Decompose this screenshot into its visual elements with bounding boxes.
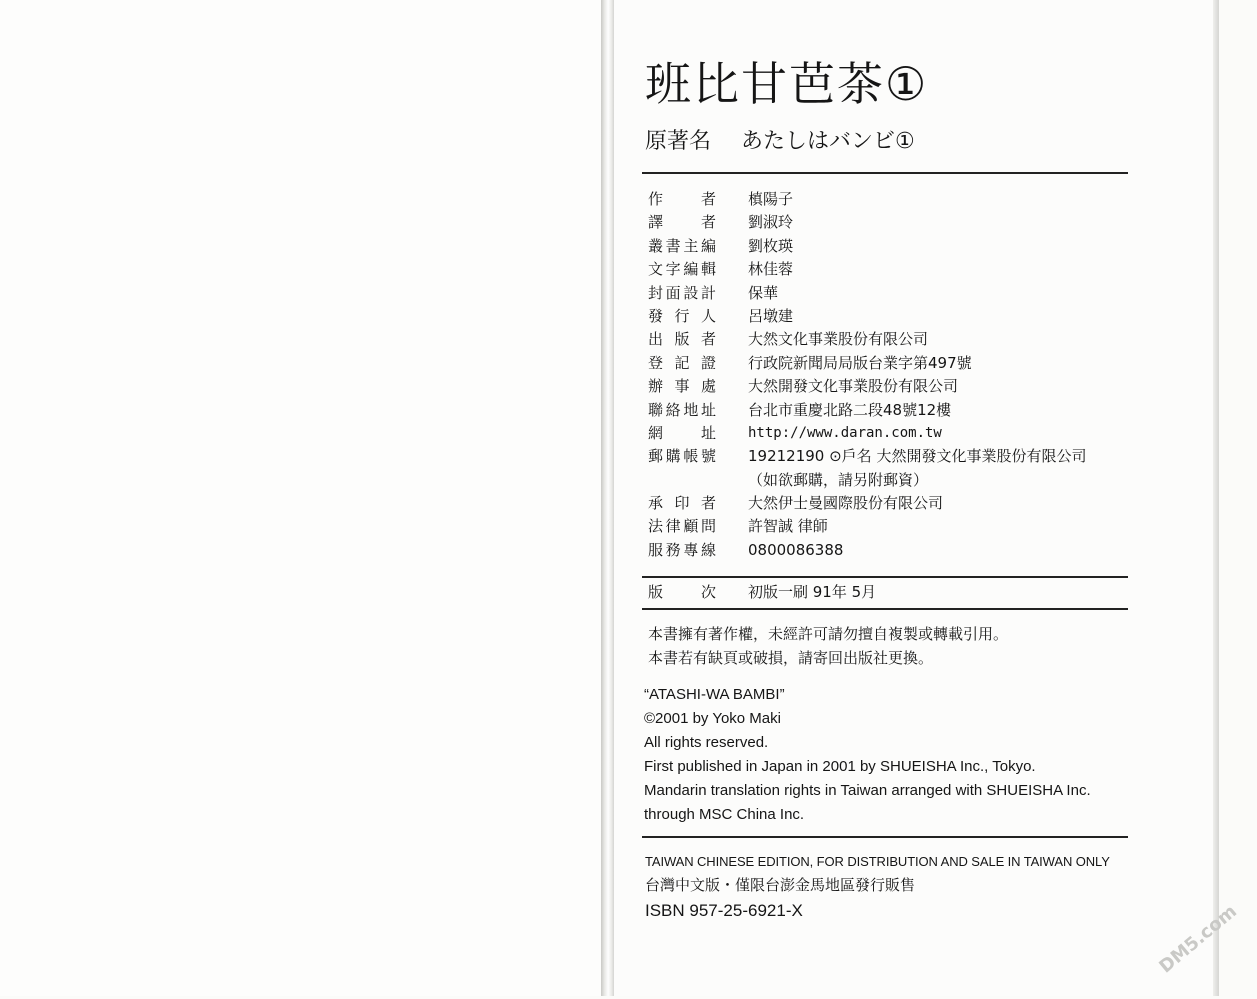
- credit-value: 0800086388: [748, 540, 844, 559]
- book-gutter: [601, 0, 614, 996]
- credit-label: 服務專線: [648, 540, 716, 559]
- credit-value: 劉淑玲: [748, 213, 794, 232]
- website-url: http://www.daran.com.tw: [748, 424, 942, 441]
- credit-label: 譯者: [648, 213, 716, 232]
- divider-edition-top: [642, 576, 1128, 578]
- credit-row: [648, 445, 1128, 468]
- credit-value: 行政院新聞局局版台業字第497號: [748, 353, 972, 372]
- site-watermark: DM5.com: [1155, 900, 1241, 978]
- notice-line: 本書擁有著作權，未經許可請勿擅自複製或轉載引用。: [648, 625, 1009, 643]
- credit-row: [648, 258, 1128, 281]
- distribution-english: TAIWAN CHINESE EDITION, FOR DISTRIBUTION AND SALE IN TAIWAN ONLY: [645, 854, 1110, 869]
- credit-value: 台北市重慶北路二段48號12樓: [748, 400, 952, 419]
- credit-row: [648, 422, 1128, 445]
- credits-list: [648, 188, 1128, 562]
- left-page-blank: [0, 0, 601, 996]
- credit-row: [648, 539, 1128, 562]
- divider-edition-bottom: [642, 608, 1128, 610]
- credit-value: 呂墩建: [748, 306, 794, 325]
- original-title-label: 原著名: [645, 129, 712, 154]
- credit-value: （如欲郵購，請另附郵資）: [748, 470, 929, 489]
- credit-label: 網址: [648, 423, 716, 442]
- credit-value: 林佳蓉: [748, 260, 794, 279]
- credit-value: 大然伊士曼國際股份有限公司: [748, 494, 944, 513]
- credit-label: 法律顧問: [648, 517, 716, 536]
- original-title: [645, 128, 915, 156]
- credit-row: [648, 188, 1128, 211]
- credit-label: 登記證: [648, 353, 716, 372]
- credit-row: [648, 352, 1128, 375]
- edition-row: [648, 580, 1128, 604]
- credit-value: 劉枚瑛: [748, 236, 794, 255]
- notice-line: 本書若有缺頁或破損，請寄回出版社更換。: [648, 649, 934, 667]
- credit-row: [648, 305, 1128, 328]
- credit-label: 出版者: [648, 330, 716, 349]
- translation-rights-line: Mandarin translation rights in Taiwan arranged with SHUEISHA Inc.: [644, 782, 1091, 799]
- copyright-notices: [648, 622, 1008, 670]
- divider-bottom: [642, 836, 1128, 838]
- credit-label: 文字編輯: [648, 260, 716, 279]
- credit-row: [648, 492, 1128, 515]
- book-title: 班比甘芭茶①: [645, 57, 929, 111]
- credit-label: 辦事處: [648, 377, 716, 396]
- credit-label: 發行人: [648, 306, 716, 325]
- credit-row: [648, 399, 1128, 422]
- agency-line: through MSC China Inc.: [644, 806, 805, 823]
- english-copyright: [644, 683, 1091, 827]
- edition-label: 版次: [648, 583, 716, 601]
- credit-row: [648, 328, 1128, 351]
- credit-value: 19212190 ⊙戶名 大然開發文化事業股份有限公司: [748, 447, 1087, 466]
- credit-row: [648, 282, 1128, 305]
- credit-row: [648, 211, 1128, 234]
- original-title-en: “ATASHI-WA BAMBI”: [644, 686, 785, 703]
- credit-row: [648, 235, 1128, 258]
- divider-top: [642, 172, 1128, 174]
- credit-value: 大然文化事業股份有限公司: [748, 330, 929, 349]
- credit-row: [648, 515, 1128, 538]
- isbn: ISBN 957-25-6921-X: [645, 901, 803, 920]
- credit-label: 封面設計: [648, 283, 716, 302]
- page-edge: [1213, 0, 1219, 996]
- credit-label: [648, 469, 716, 492]
- distribution-chinese: 台灣中文版・僅限台澎金馬地區發行販售: [645, 876, 916, 894]
- credit-value: 槙陽子: [748, 190, 794, 208]
- credit-label: 聯絡地址: [648, 400, 716, 419]
- credit-label: 作者: [648, 190, 716, 208]
- credit-label: 郵購帳號: [648, 447, 716, 466]
- credit-label: 叢書主編: [648, 236, 716, 255]
- distribution-block: [645, 852, 1110, 924]
- credit-row: [648, 469, 1128, 492]
- credit-value: 大然開發文化事業股份有限公司: [748, 377, 959, 396]
- credit-value: 保華: [748, 283, 779, 302]
- edition-value: 初版一刷 91年 5月: [748, 583, 877, 601]
- rights-line: All rights reserved.: [644, 734, 769, 751]
- credit-value: 許智誠 律師: [748, 517, 828, 536]
- credit-label: 承印者: [648, 494, 716, 513]
- publication-line: First published in Japan in 2001 by SHUEISHA Inc., Tokyo.: [644, 758, 1036, 775]
- credit-row: [648, 375, 1128, 398]
- copyright-line: ©2001 by Yoko Maki: [644, 710, 781, 727]
- original-title-value: あたしはバンビ①: [741, 129, 915, 154]
